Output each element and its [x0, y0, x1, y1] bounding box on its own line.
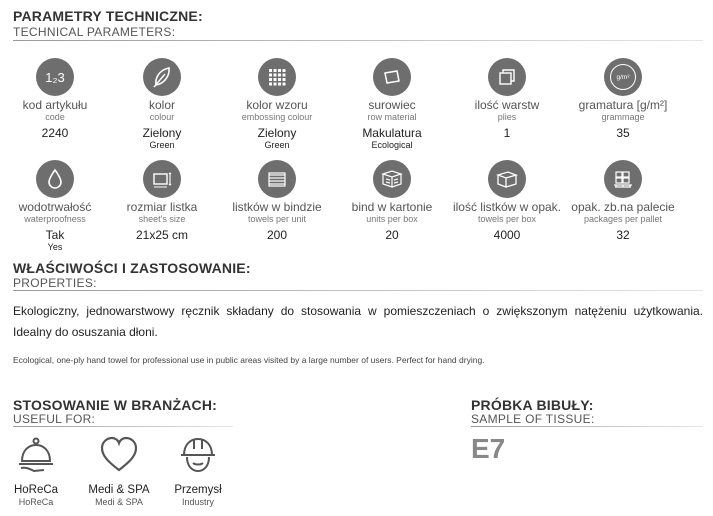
- technical-divider: [13, 40, 703, 41]
- usage-item-industry: Przemysł Industry: [163, 433, 233, 508]
- param-colour: kolor colour Zielony Green: [104, 58, 220, 150]
- heart-icon: [97, 433, 141, 477]
- description-en: Ecological, one-ply hand towel for professional use in public areas visited by a large number of users. Perfect for hand drying.: [13, 355, 485, 365]
- technical-title: PARAMETRY TECHNICZNE:: [13, 8, 203, 24]
- hard-hat-icon: [176, 433, 220, 477]
- paper-sheet-icon: [373, 58, 411, 96]
- param-code: 1₂3 kod artykułu code 2240: [0, 58, 113, 140]
- properties-title: WŁAŚCIWOŚCI I ZASTOSOWANIE:: [13, 260, 251, 276]
- box-units-icon: [373, 160, 411, 198]
- param-embossing-colour: kolor wzoru embossing colour Zielony Green: [219, 58, 335, 150]
- sample-code: E7: [471, 433, 506, 464]
- sample-subtitle: SAMPLE OF TISSUE:: [471, 412, 595, 426]
- param-waterproofness: wodotrwałość waterproofness Tak Yes: [0, 160, 113, 252]
- feather-icon: [143, 58, 181, 96]
- sample-title: PRÓBKA BIBUŁY:: [471, 397, 594, 413]
- param-grammage: g/m² gramatura [g/m²] grammage 35: [565, 58, 681, 140]
- param-plies: ilość warstw plies 1: [449, 58, 565, 140]
- scale-icon: g/m²: [604, 58, 642, 96]
- pallet-icon: [604, 160, 642, 198]
- cloche-icon: [14, 433, 58, 477]
- properties-divider: [13, 290, 703, 291]
- pattern-grid-icon: [258, 58, 296, 96]
- param-towels-per-box: ilość listków w opak. towels per box 4000: [449, 160, 565, 242]
- param-sheet-size: rozmiar listka sheet's size 21x25 cm: [104, 160, 220, 242]
- numbers-icon: 1₂3: [36, 58, 74, 96]
- usage-item-medi-spa: Medi & SPA Medi & SPA: [84, 433, 154, 508]
- sample-divider: [471, 426, 703, 427]
- usage-title: STOSOWANIE W BRANŻACH:: [13, 397, 218, 413]
- usage-divider: [13, 426, 233, 427]
- technical-subtitle: TECHNICAL PARAMETERS:: [13, 25, 176, 39]
- param-towels-per-unit: listków w bindzie towels per unit 200: [219, 160, 335, 242]
- usage-item-horeca: HoReCa HoReCa: [1, 433, 71, 508]
- properties-subtitle: PROPERTIES:: [13, 276, 97, 290]
- water-drop-icon: [36, 160, 74, 198]
- param-packages-per-pallet: opak. zb.na palecie packages per pallet 32: [565, 160, 681, 242]
- sheet-size-icon: [143, 160, 181, 198]
- param-material: surowiec row material Makulatura Ecological: [334, 58, 450, 150]
- description-pl: Ekologiczny, jednowarstwowy ręcznik składany do stosowania w pomieszczeniach o zwiększonym natężeniu użytkowania. Idealny do osuszania dłoni.: [13, 304, 703, 339]
- towel-stack-icon: [258, 160, 296, 198]
- param-units-per-box: bind w kartonie units per box 20: [334, 160, 450, 242]
- layers-icon: [488, 58, 526, 96]
- usage-subtitle: USEFUL FOR:: [13, 412, 96, 426]
- box-towels-icon: [488, 160, 526, 198]
